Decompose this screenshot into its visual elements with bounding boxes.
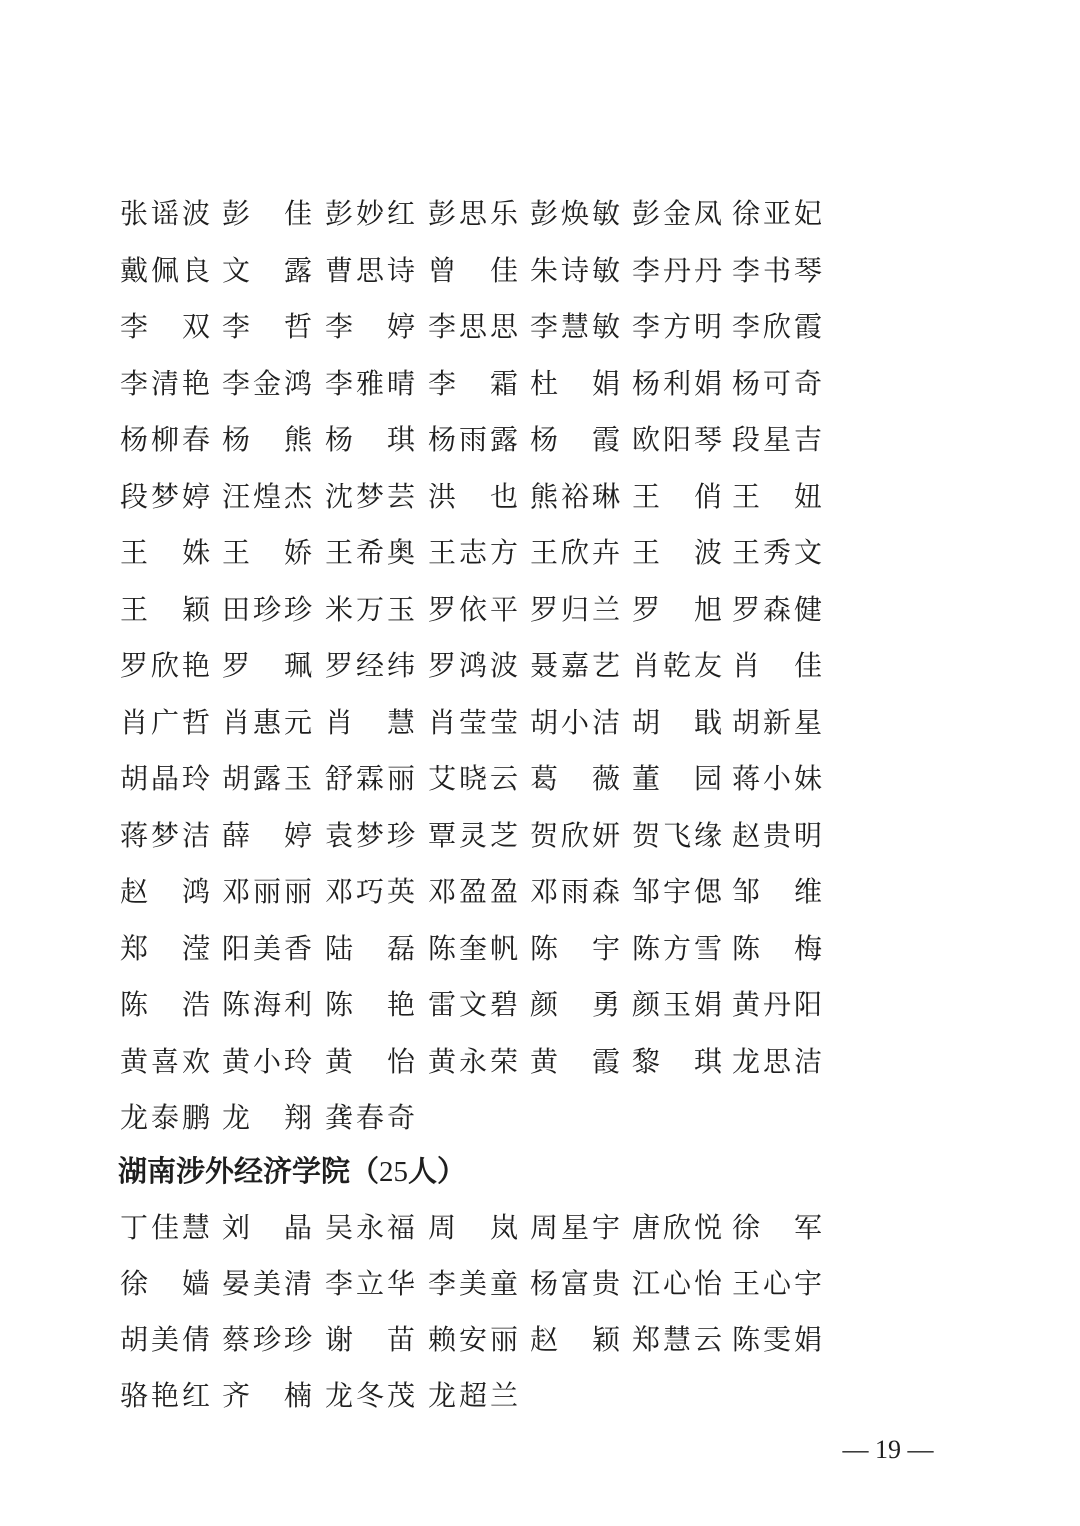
person-name: 李 慧 敏 (530, 310, 620, 343)
person-name: 赵 颖 (530, 1323, 620, 1356)
person-name: 李 丹 丹 (632, 253, 722, 287)
person-name: 李 婷 (325, 310, 415, 343)
name-row (120, 418, 840, 462)
person-name: 邹 宇 偲 (632, 875, 722, 908)
person-name: 董 园 (632, 762, 722, 795)
name-row (120, 1374, 840, 1418)
person-name: 王 颖 (120, 592, 210, 626)
person-name: 戴 佩 良 (120, 253, 210, 287)
person-name: 胡 美 倩 (120, 1323, 210, 1356)
person-name: 龙 泰 鹏 (120, 1101, 210, 1134)
name-row (120, 1262, 840, 1306)
person-name: 李 方 明 (632, 310, 722, 343)
person-name: 陆 磊 (325, 931, 415, 965)
person-name: 颜 勇 (530, 988, 620, 1021)
person-name: 陈 方 雪 (632, 931, 722, 965)
name-row (120, 814, 840, 858)
person-name: 王 秀 文 (732, 536, 822, 569)
person-name: 李 雅 晴 (325, 366, 415, 400)
section-open-paren: （ (350, 1154, 380, 1188)
page-number: — 19 — (842, 1435, 934, 1464)
person-name: 肖 广 哲 (120, 705, 210, 739)
person-name: 周 岚 (428, 1211, 518, 1244)
person-name: 阳 美 香 (222, 931, 312, 965)
person-name: 贺 欣 妍 (530, 818, 620, 852)
person-name: 李 双 (120, 310, 210, 343)
person-name: 龙 冬 茂 (325, 1379, 415, 1412)
person-name: 邓 巧 英 (325, 875, 415, 908)
section-heading (118, 1148, 466, 1194)
person-name: 肖 莹 莹 (428, 705, 518, 739)
person-name: 罗 旭 (632, 592, 722, 626)
name-row (120, 983, 840, 1027)
person-name: 骆 艳 红 (120, 1379, 210, 1412)
person-name: 陈 浩 (120, 988, 210, 1021)
person-name: 段 梦 婷 (120, 479, 210, 513)
person-name: 罗 鸿 波 (428, 649, 518, 682)
person-name: 邹 维 (732, 875, 822, 908)
person-name: 徐 亚 妃 (732, 197, 822, 230)
section-count: 25 (379, 1156, 409, 1188)
name-row (120, 362, 840, 406)
person-name: 黄 喜 欢 (120, 1044, 210, 1078)
name-row (120, 1318, 840, 1362)
name-row (120, 927, 840, 971)
name-row (120, 1040, 840, 1084)
person-name: 胡 新 星 (732, 705, 822, 739)
person-name: 江 心 怡 (632, 1267, 722, 1300)
person-name: 罗 经 纬 (325, 649, 415, 682)
person-name: 洪 也 (428, 479, 518, 513)
person-name: 艾 晓 云 (428, 762, 518, 795)
person-name: 肖 惠 元 (222, 705, 312, 739)
person-name: 龙 思 洁 (732, 1044, 822, 1078)
person-name: 龙 超 兰 (428, 1379, 518, 1412)
person-name: 米 万 玉 (325, 592, 415, 626)
person-name: 沈 梦 芸 (325, 479, 415, 513)
person-name: 罗 珮 (222, 649, 312, 682)
person-name: 王 波 (632, 536, 722, 569)
person-name: 蔡 珍 珍 (222, 1323, 312, 1356)
person-name: 郑 慧 云 (632, 1323, 722, 1356)
person-name: 王 志 方 (428, 536, 518, 569)
person-name: 贺 飞 缘 (632, 818, 722, 852)
person-name: 薛 婷 (222, 818, 312, 852)
person-name: 谢 苗 (325, 1323, 415, 1356)
person-name: 胡 小 洁 (530, 705, 620, 739)
person-name: 聂 嘉 艺 (530, 649, 620, 682)
person-name: 胡 晶 玲 (120, 762, 210, 795)
section-unit: 人） (408, 1154, 467, 1188)
person-name: 颜 玉 娟 (632, 988, 722, 1021)
person-name: 熊 裕 琳 (530, 479, 620, 513)
person-name: 陈 奎 帆 (428, 931, 518, 965)
person-name: 肖 慧 (325, 705, 415, 739)
name-row (120, 757, 840, 801)
name-row (120, 588, 840, 632)
person-name: 徐 军 (732, 1211, 822, 1244)
person-name: 邓 盈 盈 (428, 875, 518, 908)
person-name: 赵 贵 明 (732, 818, 822, 852)
person-name: 丁 佳 慧 (120, 1211, 210, 1244)
person-name: 胡 戢 (632, 705, 722, 739)
person-name: 肖 佳 (732, 649, 822, 682)
person-name: 彭 金 凤 (632, 197, 722, 230)
person-name: 李 思 思 (428, 310, 518, 343)
person-name: 黄 小 玲 (222, 1044, 312, 1078)
person-name: 彭 思 乐 (428, 197, 518, 230)
person-name: 黄 永 荣 (428, 1044, 518, 1078)
person-name: 黎 琪 (632, 1044, 722, 1078)
name-row (120, 644, 840, 688)
person-name: 彭 佳 (222, 197, 312, 230)
person-name: 朱 诗 敏 (530, 253, 620, 287)
person-name: 李 立 华 (325, 1267, 415, 1300)
person-name: 郑 滢 (120, 931, 210, 965)
name-row (120, 475, 840, 519)
person-name: 杜 娟 (530, 366, 620, 400)
person-name: 陈 艳 (325, 988, 415, 1021)
person-name: 邓 丽 丽 (222, 875, 312, 908)
person-name: 邓 雨 森 (530, 875, 620, 908)
person-name: 王 姝 (120, 536, 210, 569)
person-name: 彭 焕 敏 (530, 197, 620, 230)
person-name: 袁 梦 珍 (325, 818, 415, 852)
person-name: 晏 美 清 (222, 1267, 312, 1300)
person-name: 杨 熊 (222, 423, 312, 456)
person-name: 罗 归 兰 (530, 592, 620, 626)
section-name: 湖南涉外经济学院 (118, 1154, 351, 1188)
person-name: 王 娇 (222, 536, 312, 569)
name-row (120, 701, 840, 745)
person-name: 杨 琪 (325, 423, 415, 456)
name-row (120, 1096, 840, 1140)
person-name: 曹 思 诗 (325, 253, 415, 287)
person-name: 李 霜 (428, 366, 518, 400)
person-name: 蒋 小 妹 (732, 762, 822, 795)
person-name: 杨 可 奇 (732, 366, 822, 400)
name-row (120, 870, 840, 914)
person-name: 李 哲 (222, 310, 312, 343)
name-row (120, 249, 840, 293)
person-name: 肖 乾 友 (632, 649, 722, 682)
person-name: 刘 晶 (222, 1211, 312, 1244)
person-name: 赖 安 丽 (428, 1323, 518, 1356)
person-name: 杨 雨 露 (428, 423, 518, 456)
person-name: 罗 欣 艳 (120, 649, 210, 682)
person-name: 徐 嫱 (120, 1267, 210, 1300)
person-name: 王 欣 卉 (530, 536, 620, 569)
person-name: 黄 怡 (325, 1044, 415, 1078)
person-name: 龚 春 奇 (325, 1101, 415, 1134)
person-name: 王 心 宇 (732, 1267, 822, 1300)
person-name: 李 金 鸿 (222, 366, 312, 400)
person-name: 赵 鸿 (120, 875, 210, 908)
person-name: 陈 宇 (530, 931, 620, 965)
person-name: 李 美 童 (428, 1267, 518, 1300)
person-name: 舒 霖 丽 (325, 762, 415, 795)
person-name: 雷 文 碧 (428, 988, 518, 1021)
person-name: 王 希 奥 (325, 536, 415, 569)
person-name: 张 谣 波 (120, 197, 210, 230)
person-name: 杨 柳 春 (120, 423, 210, 456)
person-name: 陈 梅 (732, 931, 822, 965)
person-name: 李 清 艳 (120, 366, 210, 400)
name-row (120, 192, 840, 236)
person-name: 龙 翔 (222, 1101, 312, 1134)
person-name: 吴 永 福 (325, 1211, 415, 1244)
person-name: 覃 灵 芝 (428, 818, 518, 852)
person-name: 黄 丹 阳 (732, 988, 822, 1021)
person-name: 杨 利 娟 (632, 366, 722, 400)
person-name: 杨 霞 (530, 423, 620, 456)
person-name: 周 星 宇 (530, 1211, 620, 1244)
name-row (120, 1206, 840, 1250)
person-name: 蒋 梦 洁 (120, 818, 210, 852)
person-name: 齐 楠 (222, 1379, 312, 1412)
person-name: 文 露 (222, 253, 312, 287)
person-name: 田 珍 珍 (222, 592, 312, 626)
person-name: 陈 海 利 (222, 988, 312, 1021)
person-name: 罗 依 平 (428, 592, 518, 626)
person-name: 王 妞 (732, 479, 822, 513)
name-row (120, 531, 840, 575)
person-name: 葛 薇 (530, 762, 620, 795)
person-name: 胡 露 玉 (222, 762, 312, 795)
person-name: 彭 妙 红 (325, 197, 415, 230)
person-name: 王 俏 (632, 479, 722, 513)
person-name: 汪 煌 杰 (222, 479, 312, 513)
person-name: 李 书 琴 (732, 253, 822, 287)
person-name: 曾 佳 (428, 253, 518, 287)
name-row (120, 305, 840, 349)
person-name: 陈 雯 娟 (732, 1323, 822, 1356)
person-name: 罗 森 健 (732, 592, 822, 626)
person-name: 黄 霞 (530, 1044, 620, 1078)
person-name: 杨 富 贵 (530, 1267, 620, 1300)
person-name: 段 星 吉 (732, 423, 822, 456)
person-name: 唐 欣 悦 (632, 1211, 722, 1244)
person-name: 李 欣 霞 (732, 310, 822, 343)
person-name: 欧 阳 琴 (632, 423, 722, 456)
